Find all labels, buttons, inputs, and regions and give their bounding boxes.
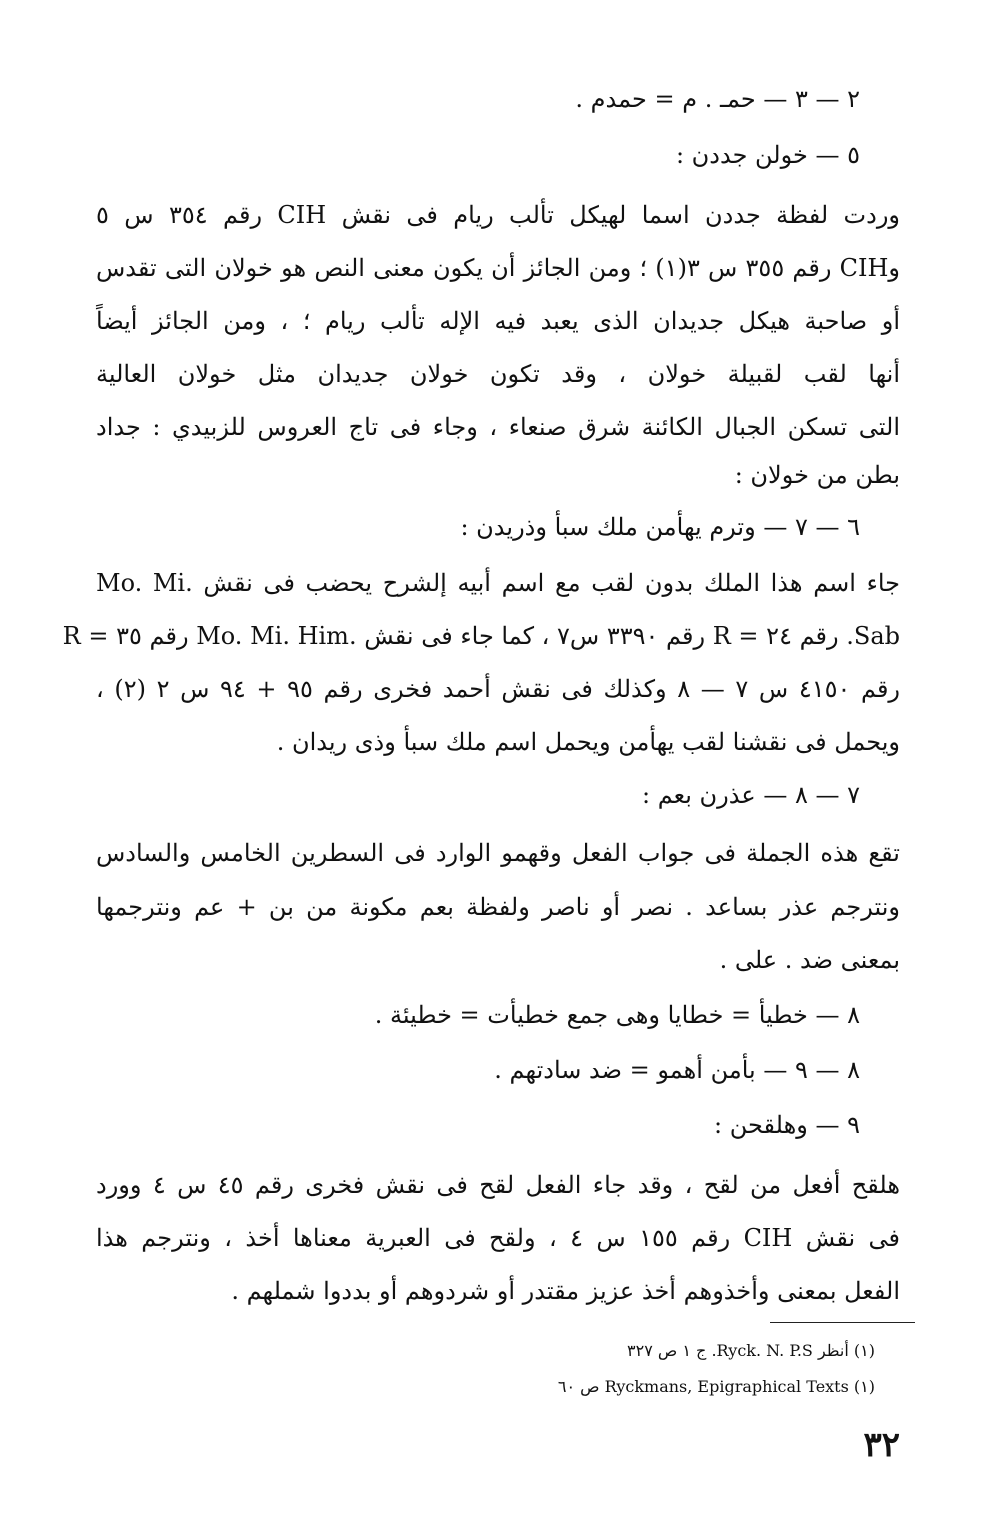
- text-line-8: بطن من خولان :: [734, 461, 900, 489]
- text-line-5: أو صاحبة هيكل جديدان الذى يعبد فيه الإله تألب ريام ؛ ، ومن الجائز أيضاً: [96, 307, 900, 335]
- footnote-1: (١) أنظر Ryck. N. P.S. ج ١ ص ٣٢٧: [627, 1341, 875, 1360]
- text-line-12: رقم ٤١٥٠ س ٧ — ٨ وكذلك فى نقش أحمد فخرى رقم ٩٥ + ٩٤ س ٢ (٢) ،: [96, 675, 901, 703]
- text-line-21: هلقح أفعل من لقح ، وقد جاء الفعل لقح فى نقش فخرى رقم ٤٥ س ٤ وورد: [96, 1171, 900, 1199]
- text-line-14: ٧ — ٨ — عذرن بعم :: [641, 781, 860, 809]
- text-line-18: ٨ — خطيأ = خطايا وهى جمع خطيأت = خطيئة .: [374, 1001, 860, 1029]
- text-line-6: أنها لقب لقبيلة خولان ، وقد تكون خولان جديدان مثل خولان العالية: [96, 360, 900, 388]
- text-line-9: ٦ — ٧ — وترم يهأمن ملك سبأ وذريدن :: [460, 513, 860, 541]
- text-line-20: ٩ — وهلقحن :: [714, 1111, 860, 1139]
- text-line-7: التى تسكن الجبال الكائنة شرق صنعاء ، وجاء فى تاج العروس للزبيدي : جداد: [96, 413, 900, 441]
- text-line-16: ونترجم عذر بساعد . نصر أو ناصر ولفظة بعم مكونة من بن + عم ونترجمها: [96, 893, 900, 921]
- text-line-11: Sab. رقم ٢٤ = R رقم ٣٣٩٠ س٧ ، كما جاء فى نقش .Mo. Mi. Him رقم ٣٥ = R: [62, 622, 900, 650]
- text-line-13: ويحمل فى نقشنا لقب يهأمن ويحمل اسم ملك سبأ وذى ريدان .: [276, 728, 900, 756]
- text-line-10: جاء اسم هذا الملك بدون لقب مع اسم أبيه إلشرح يحضب فى نقش .Mo. Mi: [96, 569, 901, 597]
- page-number: ٣٢: [863, 1425, 900, 1465]
- text-line-22: فى نقش CIH رقم ١٥٥ س ٤ ، ولقح فى العبرية معناها أخذ ، ونترجم هذا: [96, 1224, 901, 1252]
- text-line-4: وCIH رقم ٣٥٥ س ٣(١) ؛ ومن الجائز أن يكون معنى النص هو خولان التى تقدس: [96, 254, 901, 282]
- footnote-2: (١) Ryckmans, Epigraphical Texts ص ٦٠: [557, 1377, 875, 1396]
- text-line-1: ٢ — ٣ — حمـ . م = حمدم .: [575, 85, 860, 113]
- text-line-3: وردت لفظة جددن اسما لهيكل تألب ريام فى نقش CIH رقم ٣٥٤ س ٥: [96, 201, 901, 229]
- text-line-2: ٥ — خولن جددن :: [675, 141, 860, 169]
- text-line-15: تقع هذه الجملة فى جواب الفعل وقهمو الوارد فى السطرين الخامس والسادس: [96, 839, 900, 867]
- text-line-17: بمعنى ضد . على .: [719, 946, 900, 974]
- footnote-divider: [770, 1322, 915, 1323]
- text-line-19: ٨ — ٩ — بأمن أهمو = ضد سادتهم .: [494, 1056, 860, 1084]
- text-line-23: الفعل بمعنى وأخذوهم أخذ عزيز مقتدر أو شردوهم أو بددوا شملهم .: [231, 1277, 900, 1305]
